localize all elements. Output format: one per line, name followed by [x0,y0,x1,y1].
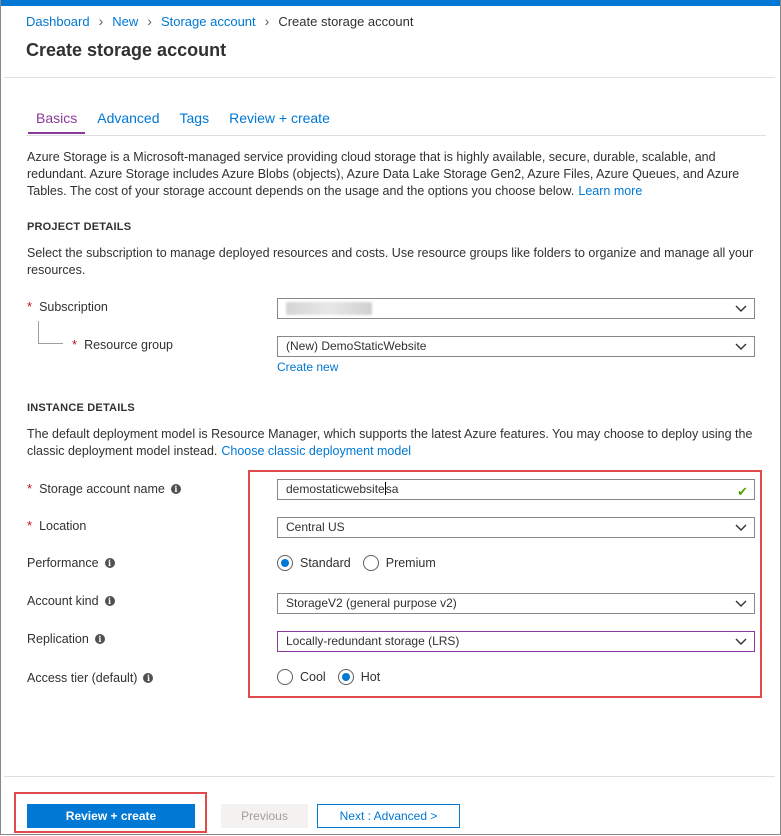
review-create-button[interactable]: Review + create [27,804,195,828]
location-label-text: Location [39,518,87,533]
required-marker: * [27,299,33,314]
tab-review-create[interactable]: Review + create [229,110,330,126]
tab-advanced[interactable]: Advanced [97,110,160,126]
replication-label [27,632,105,646]
info-icon[interactable]: i [105,596,115,606]
replication-label-text: Replication [27,632,89,646]
chevron-right-icon: › [98,13,104,29]
required-marker: * [72,337,78,352]
name-value-part: demostaticwebsite [286,482,385,496]
divider [4,77,775,78]
info-icon[interactable]: i [143,673,153,683]
breadcrumb-new[interactable]: New [112,13,139,29]
instance-text: The default deployment model is Resource Manager, which supports the latest Azure features. You may choose to deploy using the classic deployment model instead. [27,427,753,458]
next-advanced-button[interactable]: Next : Advanced > [317,804,460,828]
create-new-link[interactable]: Create new [277,360,339,374]
required-marker: * [27,481,33,496]
info-icon[interactable]: i [95,634,105,644]
performance-label-text: Performance [27,556,99,570]
access-tier-cool-label: Cool [300,670,326,684]
performance-label [27,556,115,570]
tree-connector [38,321,39,343]
info-icon[interactable]: i [105,558,115,568]
performance-standard-label: Standard [300,556,351,570]
resource-group-label [72,337,173,352]
storage-account-name-label [27,481,181,496]
previous-button[interactable]: Previous [221,804,308,828]
access-tier-label [27,671,153,685]
account-kind-label-text: Account kind [27,594,99,608]
divider [26,135,766,136]
intro-text: Azure Storage is a Microsoft-managed service providing cloud storage that is highly available, secure, durable, scalable, and redundant. Azure Storage includes Azure Blobs (objects), Azure Data Lake Storage Gen2, Azure Files, Azure Queues, and Azure Tables. The cost of your storage account depends on the usage and the options you choose below. [27,150,740,198]
intro-description [27,149,757,200]
breadcrumb-storage-account[interactable]: Storage account [160,13,256,29]
tab-tags[interactable]: Tags [179,110,210,126]
chevron-right-icon: › [147,13,152,29]
page-title: Create storage account [26,40,227,60]
highlight-box [248,470,762,698]
account-kind-label [27,594,115,608]
project-details-text: Select the subscription to manage deployed resources and costs. Use resource groups like folders to organize and manage all your resources. [27,246,754,277]
learn-more-link[interactable]: Learn more [578,184,643,198]
instance-details-heading: INSTANCE DETAILS [27,402,135,414]
tab-bar [28,110,342,134]
required-marker: * [27,518,33,533]
breadcrumb-current: Create storage account [278,13,414,29]
account-kind-value: StorageV2 (general purpose v2) [286,596,457,610]
chevron-down-icon [735,340,747,352]
performance-premium-label: Premium [385,556,436,570]
project-details-heading: PROJECT DETAILS [27,221,132,233]
location-label [27,518,86,533]
checkmark-icon: ✔ [737,484,748,499]
divider [4,776,775,777]
breadcrumb-dashboard[interactable]: Dashboard [26,13,90,29]
classic-deployment-link[interactable]: Choose classic deployment model [221,444,412,458]
access-tier-label-text: Access tier (default) [27,671,138,685]
resource-group-value: (New) DemoStaticWebsite [286,339,427,353]
breadcrumb [26,13,413,29]
tree-connector [38,343,63,344]
subscription-label [27,299,108,314]
location-value: Central US [286,520,345,534]
redacted-value [286,302,372,315]
access-tier-hot-label: Hot [360,670,381,684]
name-value-part: sa [385,482,399,496]
tab-basics[interactable]: Basics [28,110,85,134]
instance-details-text [27,426,762,460]
replication-value: Locally-redundant storage (LRS) [286,634,460,648]
resource-group-select[interactable] [277,336,755,357]
chevron-down-icon [735,302,747,314]
info-icon[interactable]: i [171,484,181,494]
storage-account-name-label-text: Storage account name [39,481,165,496]
subscription-select[interactable] [277,298,755,319]
subscription-label-text: Subscription [39,299,108,314]
chevron-right-icon: › [264,13,270,29]
resource-group-label-text: Resource group [84,337,174,352]
